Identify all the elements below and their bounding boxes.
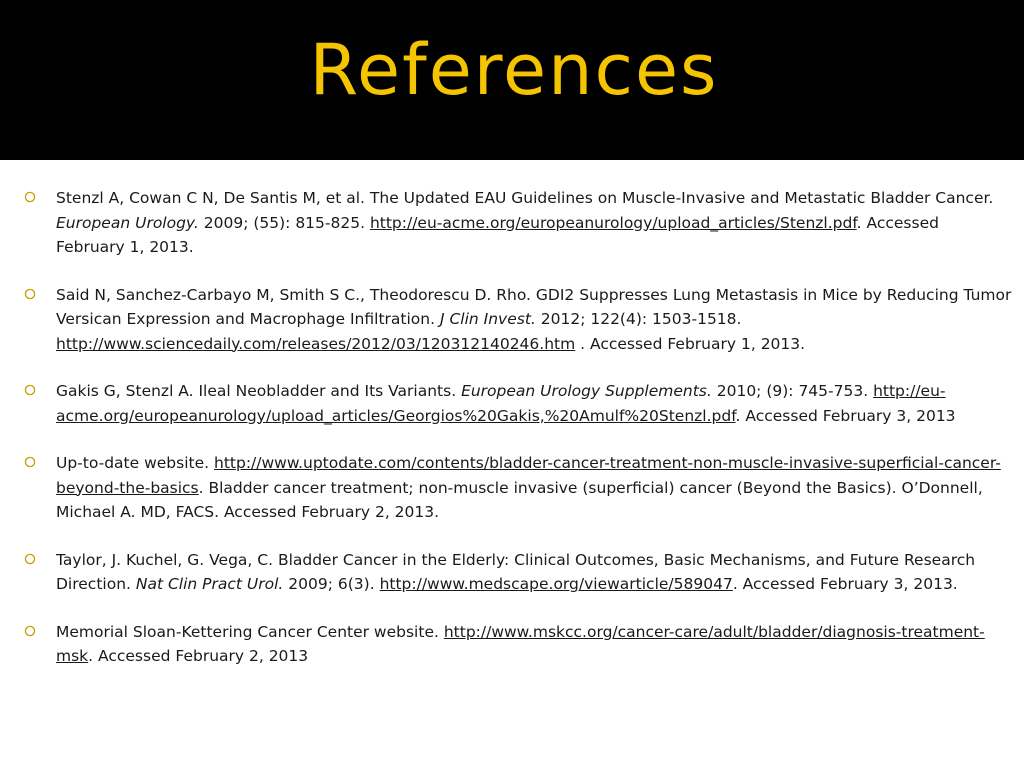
circle-outline-bullet-icon bbox=[24, 384, 36, 396]
circle-outline-bullet-icon bbox=[24, 191, 36, 203]
reference-accessed: . Accessed February 3, 2013 bbox=[735, 406, 956, 425]
circle-outline-bullet-icon bbox=[24, 456, 36, 468]
reference-item bbox=[0, 451, 1024, 525]
reference-link[interactable]: http://www.sciencedaily.com/releases/2012/03/120312140246.htm bbox=[56, 334, 576, 353]
reference-details: 2009; 6(3). bbox=[283, 575, 380, 593]
reference-text: Said N, Sanchez-Carbayo M, Smith S C., Theodorescu D. Rho. GDI2 Suppresses Lung Metastasis in Mice by Reducing Tumor Versican Expression and Macrophage Infiltration. bbox=[56, 285, 1012, 328]
reference-text: Up-to-date website. bbox=[56, 454, 214, 472]
circle-outline-bullet-icon bbox=[24, 288, 36, 300]
reference-text: Stenzl A, Cowan C N, De Santis M, et al. The Updated EAU Guidelines on Muscle-Invasive and Metastatic Bladder Cancer. bbox=[56, 189, 994, 207]
reference-item bbox=[0, 186, 1024, 260]
circle-outline-bullet-icon bbox=[24, 553, 36, 565]
references-list bbox=[0, 186, 1024, 692]
reference-journal: European Urology. bbox=[56, 213, 199, 232]
reference-accessed: . Bladder cancer treatment; non-muscle invasive (superficial) cancer (Beyond the Basics). O’Donnell, Michael A. MD, FACS. Accessed February 2, 2013. bbox=[56, 478, 983, 521]
page-title: References bbox=[309, 29, 719, 111]
reference-details: 2009; (55): 815-825. bbox=[198, 213, 370, 232]
reference-accessed: . Accessed February 1, 2013. bbox=[56, 213, 939, 256]
reference-link[interactable]: http://www.mskcc.org/cancer-care/adult/bladder/diagnosis-treatment-msk bbox=[56, 622, 985, 665]
reference-details: 2010; (9): 745-753. bbox=[711, 382, 874, 400]
reference-link[interactable]: http://eu-acme.org/europeanurology/upload_articles/Stenzl.pdf bbox=[369, 213, 857, 232]
reference-journal: J Clin Invest. bbox=[439, 310, 536, 328]
reference-link[interactable]: http://eu-acme.org/europeanurology/upload_articles/Georgios%20Gakis,%20Amulf%20Stenzl.pdf bbox=[56, 382, 946, 425]
reference-journal: Nat Clin Pract Urol. bbox=[135, 575, 284, 593]
reference-journal: European Urology Supplements. bbox=[461, 382, 712, 400]
reference-text: Memorial Sloan-Kettering Cancer Center website. bbox=[56, 622, 444, 641]
reference-accessed: . Accessed February 2, 2013 bbox=[88, 647, 309, 665]
reference-link[interactable]: http://www.medscape.org/viewarticle/589047 bbox=[379, 575, 733, 593]
circle-outline-bullet-icon bbox=[24, 625, 36, 637]
reference-item bbox=[0, 379, 1024, 428]
reference-text: Gakis G, Stenzl A. Ileal Neobladder and Its Variants. bbox=[56, 382, 462, 400]
reference-item bbox=[0, 620, 1024, 669]
reference-text: Taylor, J. Kuchel, G. Vega, C. Bladder Cancer in the Elderly: Clinical Outcomes, Basic Mechanisms, and Future Research Direction. bbox=[56, 550, 976, 593]
reference-details: 2012; 122(4): 1503-1518. bbox=[535, 310, 742, 328]
reference-accessed: . Accessed February 3, 2013. bbox=[732, 575, 958, 593]
reference-link[interactable]: http://www.uptodate.com/contents/bladder-cancer-treatment-non-muscle-invasive-superficial-cancer-beyond-the-basics bbox=[56, 454, 1001, 497]
title-bar bbox=[0, 0, 1024, 160]
reference-accessed: . Accessed February 1, 2013. bbox=[575, 334, 806, 353]
reference-item bbox=[0, 283, 1024, 357]
reference-item bbox=[0, 548, 1024, 597]
